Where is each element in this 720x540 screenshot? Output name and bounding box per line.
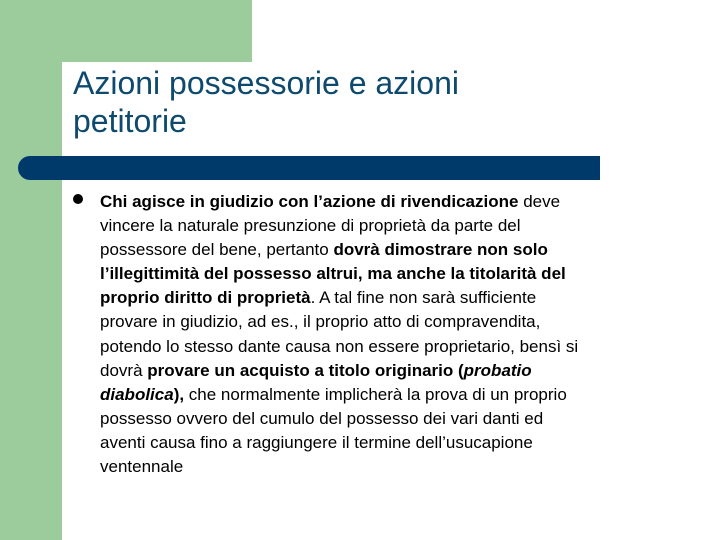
title-underline-bar — [18, 156, 600, 180]
paragraph-line — [100, 407, 672, 431]
paragraph-line — [100, 335, 672, 359]
text-segment: proprio diritto di proprietà — [100, 288, 311, 308]
text-segment: dovrà — [100, 360, 148, 380]
text-segment: dovrà dimostrare non solo — [333, 240, 548, 260]
text-segment: potendo lo stesso dante causa non essere proprietario, bensì si — [100, 336, 579, 356]
bullet-paragraph — [100, 190, 672, 479]
text-segment: possessore del bene, pertanto — [100, 240, 334, 260]
text-segment: possesso ovvero del cumulo del possesso dei vari danti ed — [100, 408, 544, 428]
text-segment: vincere la naturale presunzione di proprietà da parte del — [100, 216, 521, 236]
slide-title — [73, 64, 673, 140]
paragraph-line — [100, 238, 672, 262]
paragraph-line — [100, 214, 672, 238]
slide-title-line-1: Azioni possessorie e azioni — [73, 65, 459, 101]
text-segment: ventennale — [100, 457, 184, 477]
paragraph-line — [100, 431, 672, 455]
paragraph-line — [100, 190, 672, 214]
text-segment: provare un acquisto a titolo originario ( — [147, 360, 464, 380]
paragraph-line — [100, 310, 672, 334]
text-segment: Chi agisce in giudizio con l’azione di rivendicazione — [100, 192, 519, 211]
green-background-left — [0, 0, 62, 540]
paragraph-line — [100, 455, 672, 479]
text-segment: l’illegittimità del possesso altrui, ma anche la titolarità del — [100, 264, 566, 284]
text-segment: probatio — [463, 360, 532, 380]
paragraph-line — [100, 286, 672, 310]
paragraph-line — [100, 383, 672, 407]
text-segment: deve — [518, 192, 561, 211]
bullet-dot-icon — [73, 194, 83, 204]
paragraph-line — [100, 262, 672, 286]
text-segment: aventi causa fino a raggiungere il termine dell’usucapione — [100, 432, 533, 452]
text-segment: . A tal fine non sarà sufficiente — [310, 288, 537, 308]
paragraph-line — [100, 359, 672, 383]
text-segment: diabolica — [100, 384, 174, 404]
slide-title-line-2: petitorie — [73, 103, 187, 139]
text-segment: che normalmente implicherà la prova di un proprio — [184, 384, 567, 404]
text-segment: provare in giudizio, ad es., il proprio atto di compravendita, — [100, 312, 541, 332]
text-segment: ), — [173, 384, 185, 404]
